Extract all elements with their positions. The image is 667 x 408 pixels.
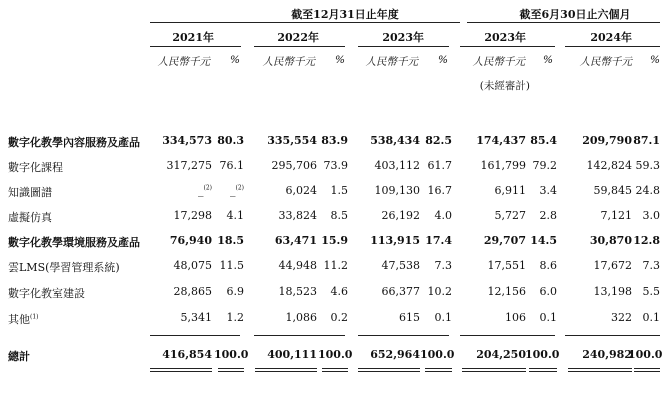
total-double-rule [358, 368, 420, 372]
cell-value: 85.4 [530, 134, 557, 147]
unaudited-note: (未經審計) [479, 80, 530, 92]
cell-value: 4.1 [226, 209, 244, 222]
cell-value: 28,865 [173, 285, 212, 298]
cell-value: 47,538 [381, 259, 420, 272]
cell-value: 13,198 [593, 285, 632, 298]
total-value: 240,982 [582, 348, 632, 361]
unit-currency: 人民幣千元 [157, 56, 210, 68]
row-label: 知識圖譜 [8, 186, 52, 199]
cell-value: 73.9 [323, 159, 348, 172]
cell-value: 17,551 [487, 259, 526, 272]
cell-value: 0.1 [434, 311, 452, 324]
row-label: 虛擬仿真 [8, 211, 52, 224]
cell-value: 33,824 [278, 209, 317, 222]
cell-value: 142,824 [586, 159, 632, 172]
subtotal-rule [150, 335, 240, 336]
cell-value: 76.1 [219, 159, 244, 172]
subtotal-rule [460, 335, 555, 336]
cell-value: 6.9 [226, 285, 244, 298]
total-double-rule [634, 368, 660, 372]
year-rule [150, 46, 241, 47]
cell-value: 8.5 [330, 209, 348, 222]
cell-value: 403,112 [374, 159, 420, 172]
total-value: 100.0 [318, 348, 353, 361]
cell-value: 83.9 [321, 134, 348, 147]
year-2023: 2023年 [382, 31, 424, 44]
cell-value: 61.7 [427, 159, 452, 172]
cell-value: 7,121 [600, 209, 632, 222]
year-rule [358, 46, 449, 47]
year-2022: 2022年 [277, 31, 319, 44]
total-value: 100.0 [420, 348, 455, 361]
cell-value: 161,799 [480, 159, 526, 172]
row-label: 數字化教室建設 [8, 287, 85, 300]
total-value: 100.0 [525, 348, 560, 361]
unit-currency: 人民幣千元 [262, 56, 315, 68]
total-value: 416,854 [162, 348, 212, 361]
cell-value: 17,298 [173, 209, 212, 222]
cell-value: 76,940 [169, 234, 212, 247]
total-value: 100.0 [214, 348, 249, 361]
subtotal-rule [565, 335, 660, 336]
cell-value: 1.5 [330, 184, 348, 197]
total-double-rule [322, 368, 348, 372]
footnote-mark: (2) [203, 184, 212, 192]
unit-percent: % [335, 54, 345, 66]
cell-value: 106 [505, 311, 526, 324]
footnote-mark: (1) [30, 313, 39, 321]
cell-value: 12.8 [633, 234, 660, 247]
unit-percent: % [438, 54, 448, 66]
cell-value: 5,341 [180, 311, 212, 324]
cell-value: 15.9 [321, 234, 348, 247]
cell-value: 322 [611, 311, 632, 324]
cell-value: 7.3 [434, 259, 452, 272]
cell-value: 5.5 [642, 285, 660, 298]
total-value: 652,964 [370, 348, 420, 361]
cell-value: 0.1 [642, 311, 660, 324]
footnote-mark: (2) [235, 184, 244, 192]
cell-value: 113,915 [370, 234, 420, 247]
row-label: 數字化教學內容服務及產品 [8, 136, 140, 149]
cell-value: 109,130 [374, 184, 420, 197]
year-2023-h1: 2023年 [484, 31, 526, 44]
row-label: 數字化教學環境服務及產品 [8, 236, 140, 249]
cell-value: 10.2 [427, 285, 452, 298]
cell-value: 295,706 [271, 159, 317, 172]
cell-value: 209,790 [582, 134, 632, 147]
total-value: 100.0 [628, 348, 663, 361]
row-label: 雲LMS(學習管理系統) [8, 261, 120, 274]
cell-value: 6,911 [494, 184, 526, 197]
group-header-six-months: 截至6月30日止六個月 [519, 8, 631, 21]
cell-value: 80.3 [217, 134, 244, 147]
cell-value: 3.0 [642, 209, 660, 222]
cell-value: 0.2 [330, 311, 348, 324]
cell-value: 8.6 [539, 259, 557, 272]
cell-value: 66,377 [381, 285, 420, 298]
total-label: 總計 [8, 350, 30, 363]
cell-value: 63,471 [274, 234, 317, 247]
unit-currency: 人民幣千元 [365, 56, 418, 68]
cell-value: 59.3 [635, 159, 660, 172]
cell-value: 1,086 [285, 311, 317, 324]
cell-value: 334,573 [162, 134, 212, 147]
cell-value: 335,554 [267, 134, 317, 147]
year-2024-h1: 2024年 [590, 31, 632, 44]
year-rule [460, 46, 555, 47]
cell-value: 538,434 [370, 134, 420, 147]
cell-value: 4.6 [330, 285, 348, 298]
cell-value: 11.5 [219, 259, 244, 272]
total-double-rule [425, 368, 452, 372]
total-double-rule [150, 368, 212, 372]
cell-value: 17.4 [425, 234, 452, 247]
year-2021: 2021年 [172, 31, 214, 44]
cell-value: 87.1 [633, 134, 660, 147]
cell-value: 24.8 [635, 184, 660, 197]
row-label: 數字化課程 [8, 161, 63, 174]
group-header-full-year-rule [150, 22, 460, 23]
cell-value: 6,024 [285, 184, 317, 197]
cell-value: 79.2 [532, 159, 557, 172]
cell-value: 4.0 [434, 209, 452, 222]
unit-percent: % [650, 54, 660, 66]
total-double-rule [568, 368, 632, 372]
total-value: 204,250 [476, 348, 526, 361]
cell-value: 18.5 [217, 234, 244, 247]
cell-value: 12,156 [487, 285, 526, 298]
unit-currency: 人民幣千元 [472, 56, 525, 68]
unit-currency: 人民幣千元 [579, 56, 632, 68]
total-double-rule [462, 368, 526, 372]
cell-value: 14.5 [530, 234, 557, 247]
total-double-rule [529, 368, 557, 372]
cell-value: 1.2 [226, 311, 244, 324]
total-double-rule [218, 368, 244, 372]
cell-value: 30,870 [589, 234, 632, 247]
cell-value: 59,845 [593, 184, 632, 197]
group-header-six-months-rule [467, 22, 660, 23]
cell-value: 5,727 [494, 209, 526, 222]
cell-value: 7.3 [642, 259, 660, 272]
cell-value: _$^{(2)}$ [198, 184, 212, 197]
cell-value: 29,707 [483, 234, 526, 247]
cell-value: 3.4 [539, 184, 557, 197]
year-rule [565, 46, 660, 47]
cell-value: 48,075 [173, 259, 212, 272]
cell-value: 0.1 [539, 311, 557, 324]
cell-value: 615 [399, 311, 420, 324]
cell-value: 18,523 [278, 285, 317, 298]
cell-value: 17,672 [593, 259, 632, 272]
cell-value: 317,275 [166, 159, 212, 172]
subtotal-rule [254, 335, 345, 336]
year-rule [254, 46, 345, 47]
cell-value: 16.7 [427, 184, 452, 197]
unit-percent: % [230, 54, 240, 66]
subtotal-rule [358, 335, 449, 336]
row-label: 其他$^{(1)}$ [8, 313, 39, 326]
total-value: 400,111 [267, 348, 317, 361]
cell-value: 2.8 [539, 209, 557, 222]
cell-value: 11.2 [323, 259, 348, 272]
cell-value: 44,948 [278, 259, 317, 272]
cell-value: 26,192 [381, 209, 420, 222]
cell-value: _$^{(2)}$ [230, 184, 244, 197]
total-double-rule [255, 368, 317, 372]
cell-value: 6.0 [539, 285, 557, 298]
group-header-full-year: 截至12月31日止年度 [291, 8, 399, 21]
cell-value: 174,437 [476, 134, 526, 147]
cell-value: 82.5 [425, 134, 452, 147]
unit-percent: % [543, 54, 553, 66]
